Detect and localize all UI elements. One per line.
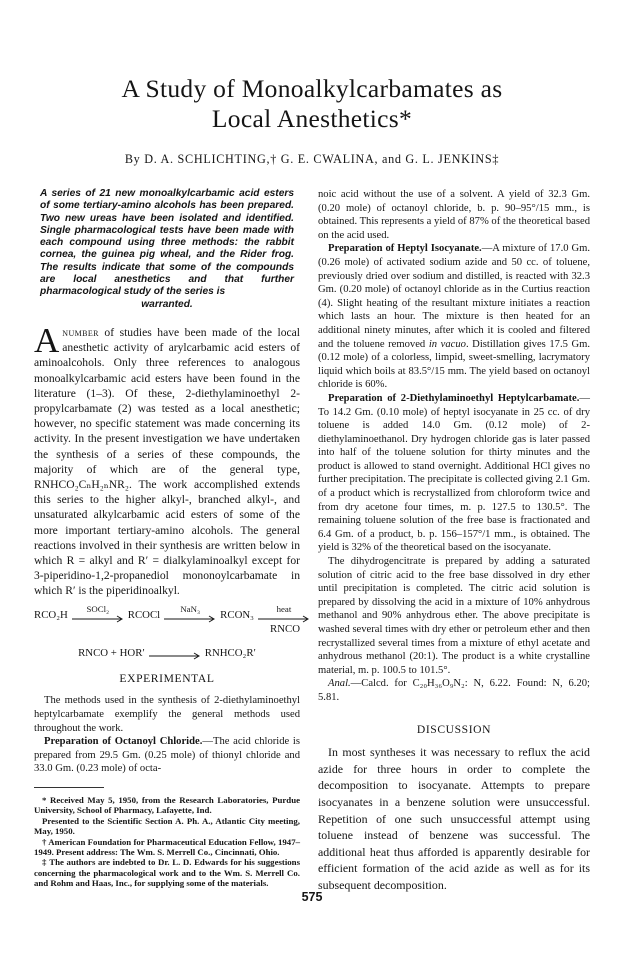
reaction-line-2 bbox=[34, 647, 300, 661]
product-isocyanate: RNCO bbox=[270, 622, 300, 635]
arrow-label-heat: heat bbox=[276, 603, 292, 614]
article-title-line-1: A Study of Monoalkylcarbamates as bbox=[121, 74, 503, 103]
page-number: 575 bbox=[301, 890, 323, 904]
octanoyl-chloride-text: —The acid chloride is prepared from 29.5 Gm. (0.25 mole) of thionyl chloride and 33.0 Gm. (0.23 mole) of octa- bbox=[34, 736, 300, 775]
arrow-heat bbox=[258, 605, 310, 623]
analysis-label: Anal. bbox=[328, 678, 351, 690]
arrow-label-nan3: NaN₃ bbox=[180, 603, 201, 614]
reaction-arrow-icon bbox=[149, 651, 201, 660]
drop-cap: A bbox=[34, 320, 60, 360]
product-acid-azide: RCON₃ bbox=[220, 608, 254, 621]
carbamate-paragraph bbox=[318, 392, 590, 555]
abstract-last-line: warranted. bbox=[141, 298, 193, 310]
footnote-acknowledgement: ‡ The authors are indebted to Dr. L. D. Edwards for his suggestions concerning the pharmacological work and to the Wm. S. Merrell Co. and Rohm and Haas, Inc., for supplying some of the materials. bbox=[34, 857, 300, 889]
right-column bbox=[318, 188, 590, 894]
heptyl-isocyanate-text: —A mixture of 17.0 Gm. (0.26 mole) of activated sodium azide and 50 cc. of toluene, previously dried over sodium and distilled, is reacted with 32.3 Gm. (0.20 mole) of octanoyl chloride as in the Curtius reaction (4). Slight heating of the resultant mixture initiates a reaction which lasts an hour. The mixture is then heated for an additional ninety minutes, after which it is cooled and filtered and the toluene removed bbox=[318, 243, 590, 350]
author-byline: By D. A. SCHLICHTING,† G. E. CWALINA, and G. L. JENKINS‡ bbox=[124, 152, 500, 166]
footnote-received: * Received May 5, 1950, from the Research Laboratories, Purdue University, School of Pharmacy, Lafayette, Ind. bbox=[34, 795, 300, 816]
reactant-acid: RCO₂H bbox=[34, 608, 68, 621]
experimental-heading: EXPERIMENTAL bbox=[119, 672, 215, 686]
reaction-arrow-icon bbox=[164, 614, 216, 623]
heptyl-isocyanate-text-end: . Distillation gives 17.5 Gm. (0.12 mole) of a colorless, limpid, sweet-smelling, lacrymatory liquid which boils at 83.5°/15 mm. The yield based on octanoyl chloride is 60%. bbox=[318, 338, 591, 391]
discussion-paragraph: In most syntheses it was necessary to reflux the acid azide for three hours in order to complete the decomposition to isocyanate. Attempts to prepare isocyanates in a benzene solution were unsuccessful. Repetition of one such unsuccessful attempt using toluene instead of benzene was successful. The additional heat thus afforded is apparently desirable for efficient formation of the acid azide as well as for its subsequent decomposition. bbox=[318, 745, 590, 892]
analysis-text: —Calcd. for C₂₀H₃₆O₉N₂: N, 6.22. Found: N, 6.20; 5.81. bbox=[318, 678, 590, 703]
footnote-presented: Presented to the Scientific Section A. Ph. A., Atlantic City meeting, May, 1950. bbox=[34, 815, 300, 837]
discussion-heading: DISCUSSION bbox=[416, 722, 492, 736]
arrow-line-2 bbox=[149, 651, 201, 660]
reaction-2-product: RNHCO₂R′ bbox=[204, 646, 256, 659]
footnotes bbox=[34, 795, 300, 889]
arrow-nan3 bbox=[164, 605, 216, 623]
reaction-2-reactants: RNCO + HOR′ bbox=[78, 646, 145, 659]
intro-text: of studies have been made of the local anesthetic activity of arylcarbamic acid esters of aminoalcohols. Only three references to analogous monoalkylcarbamic acid esters have been found in the literature (1–3). Of these, 2-diethylaminoethyl 2-propylcarbamate (2) was tested as a local anesthetic; however, no specific statement was made concerning its activity. In the present investigation we have undertaken the synthesis of a series of these compounds, the majority of which are of the general type, RNHCO₂CₙH₂ₙNR₂. The work accomplished extends this series to the higher alkyl-, branched alkyl-, and unsaturated alkylcarbamic acid esters of some of the more important tertiary-amino alcohols. The general reactions involved in their synthesis are written below in which R = alkyl and R′ = dialkylaminoalkyl except for 3-piperidino-1,2-propanediol mononoylcarbamate in which R′ is the piperidinoalkyl. bbox=[34, 325, 300, 598]
arrow-socl2 bbox=[72, 605, 124, 623]
heptyl-isocyanate-heading: Preparation of Heptyl Isocyanate. bbox=[328, 243, 482, 255]
intro-paragraph bbox=[34, 320, 300, 599]
footnote-fellowship: † American Foundation for Pharmaceutical Education Fellow, 1947–1949. Present address: The Wm. S. Merrell Co., Cincinnati, Ohio. bbox=[34, 836, 300, 858]
reaction-scheme bbox=[34, 605, 300, 661]
introduction bbox=[34, 320, 300, 599]
footnote-divider bbox=[34, 787, 104, 788]
analysis-paragraph bbox=[318, 677, 590, 704]
carbamate-heading: Preparation of 2-Diethylaminoethyl Heptylcarbamate. bbox=[328, 392, 580, 404]
discussion-section bbox=[318, 744, 590, 893]
in-vacuo-text: in vacuo bbox=[428, 338, 466, 350]
reaction-arrow-icon bbox=[72, 614, 124, 623]
product-acid-chloride: RCOCl bbox=[127, 608, 161, 621]
article-title-line-2: Local Anesthetics* bbox=[211, 104, 413, 133]
intro-small-caps: number bbox=[62, 325, 99, 339]
reaction-line-1 bbox=[34, 605, 300, 623]
dihydrogencitrate-paragraph: The dihydrogencitrate is prepared by adding a saturated solution of citric acid to the free base dissolved in dry ether until precipitation is completed. The citric acid solution is prepared by dissolving the acid in a mixture of 10% anhydrous methanol and 90% anhydrous ether. The above precipitate is washed several times with dry ether or petroleum ether and then recrystallized several times from a mixture of ethyl acetate and anhydrous methanol (20:1). The product is a white crystalline material, m. p. 100.5 to 101.5°. bbox=[318, 556, 590, 676]
left-column bbox=[34, 188, 300, 776]
right-paragraph-1: noic acid without the use of a solvent. A yield of 32.3 Gm. (0.20 mole) of octanoyl chloride, b. p. 90–95°/15 mm., is obtained. This represents a yield of 87% of the theoretical based on the acid used. bbox=[318, 189, 590, 241]
heptyl-isocyanate-paragraph bbox=[318, 242, 590, 392]
experimental-paragraph-1: The methods used in the synthesis of 2-diethylaminoethyl heptylcarbamate exemplify the general methods used throughout the work. bbox=[34, 695, 300, 734]
abstract-body: A series of 21 new monoalkylcarbamic acid esters of some tertiary-amino alcohols has been prepared. Two new ureas have been isolated and identified. Single pharmacological tests have been made with each compound using three methods: the rabbit cornea, the guinea pig wheal, and the Rider frog. The results indicate that some of the compounds are local anesthetics and that further pharmacological study of the series is bbox=[40, 188, 294, 298]
abstract bbox=[40, 188, 294, 311]
reaction-arrow-icon bbox=[258, 614, 310, 623]
experimental-section bbox=[34, 694, 300, 776]
arrow-label-socl2: SOCl₂ bbox=[86, 603, 110, 614]
carbamate-text: —To 14.2 Gm. (0.10 mole) of heptyl isocyanate in 25 cc. of dry toluene is added 14.0 Gm. (0.12 mole) of 2-diethylaminoethanol. Dry hydrogen chloride gas is later passed into half of the toluene solution for thirty minutes and the product is allowed to stand overnight. Additional HCl gives no further precipitation. The precipitate is collected giving 2.1 Gm. of a product which is recrystallized from chloroform twice and from dry acetone four times, m. p. 127.5 to 130.5°. The remaining toluene solution of the free base is fractionated and 6.4 Gm. of a product, b. p. 156–157°/1 mm., is obtained. The yield is 32% of the theoretical based on the isocyanate. bbox=[318, 392, 590, 554]
octanoyl-chloride-heading: Preparation of Octanoyl Chloride. bbox=[44, 736, 203, 748]
experimental-paragraph-2 bbox=[34, 735, 300, 776]
